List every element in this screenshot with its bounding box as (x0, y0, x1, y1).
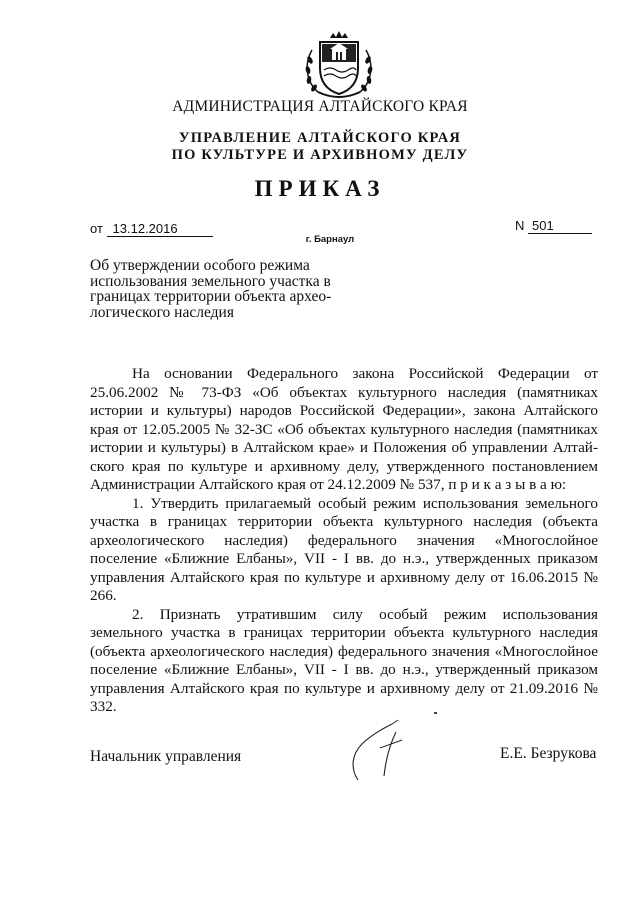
org-name: АДМИНИСТРАЦИЯ АЛТАЙСКОГО КРАЯ (172, 98, 468, 115)
city-label: г. Барнаул (305, 234, 355, 245)
department-name-line1: УПРАВЛЕНИЕ АЛТАЙСКОГО КРАЯ (178, 130, 462, 146)
order-body (90, 365, 598, 717)
signatory-position: Начальник управления (90, 748, 242, 765)
document-title: ПРИКАЗ (254, 176, 386, 201)
signatory-name: Е.Е. Безрукова (500, 745, 597, 762)
date-prefix: от (90, 221, 103, 236)
order-subject: Об утверждении особого режима использования земельного участка в границах территории объекта архео-логического наследия (90, 257, 332, 321)
number-prefix: N (515, 218, 525, 233)
coat-of-arms-icon (300, 30, 378, 102)
scan-speck (434, 712, 437, 714)
date-value: 13.12.2016 (107, 221, 213, 237)
handwritten-signature-icon (340, 718, 420, 788)
order-item-2: 2. Признать утратившим силу особый режим использования земельного участка в границах территории объекта культурного наследия (объекта археологического наследия) федерального значения «Многослойное поселение «Ближние Елбаны», VII - I вв. до н.э., утвержденный приказом управления Алтайского края по культуре и архивному делу от 21.09.2016 № 332. (90, 605, 598, 715)
number-block (515, 218, 592, 234)
department-name-line2: ПО КУЛЬТУРЕ И АРХИВНОМУ ДЕЛУ (171, 147, 469, 163)
number-value: 501 (528, 218, 592, 234)
order-item-1: 1. Утвердить прилагаемый особый режим использования земельного участка в границах территории объекта культурного наследия (объекта археологического наследия) федерального значения «Многослойное поселение «Ближние Елбаны», VII - I вв. до н.э., утвержденных приказом управления Алтайского края по культуре и архивному делу от 16.06.2015 № 266. (90, 494, 598, 604)
preamble-paragraph: На основании Федерального закона Российской Федерации от 25.06.2002 № 73-ФЗ «Об объектах культурного наследия (памятниках истории и культуры) народов Российской Федерации», закона Алтайского края от 12.05.2005 № 32-ЗС «Об объектах культурного наследия (памятниках истории и культуры) в Алтайском крае» и Положения об управлении Алтай-ского края по культуре и архивному делу, утвержденного постановлением Администрации Алтайского края от 24.12.2009 № 537, п р и к а з ы в а ю: (90, 365, 598, 493)
